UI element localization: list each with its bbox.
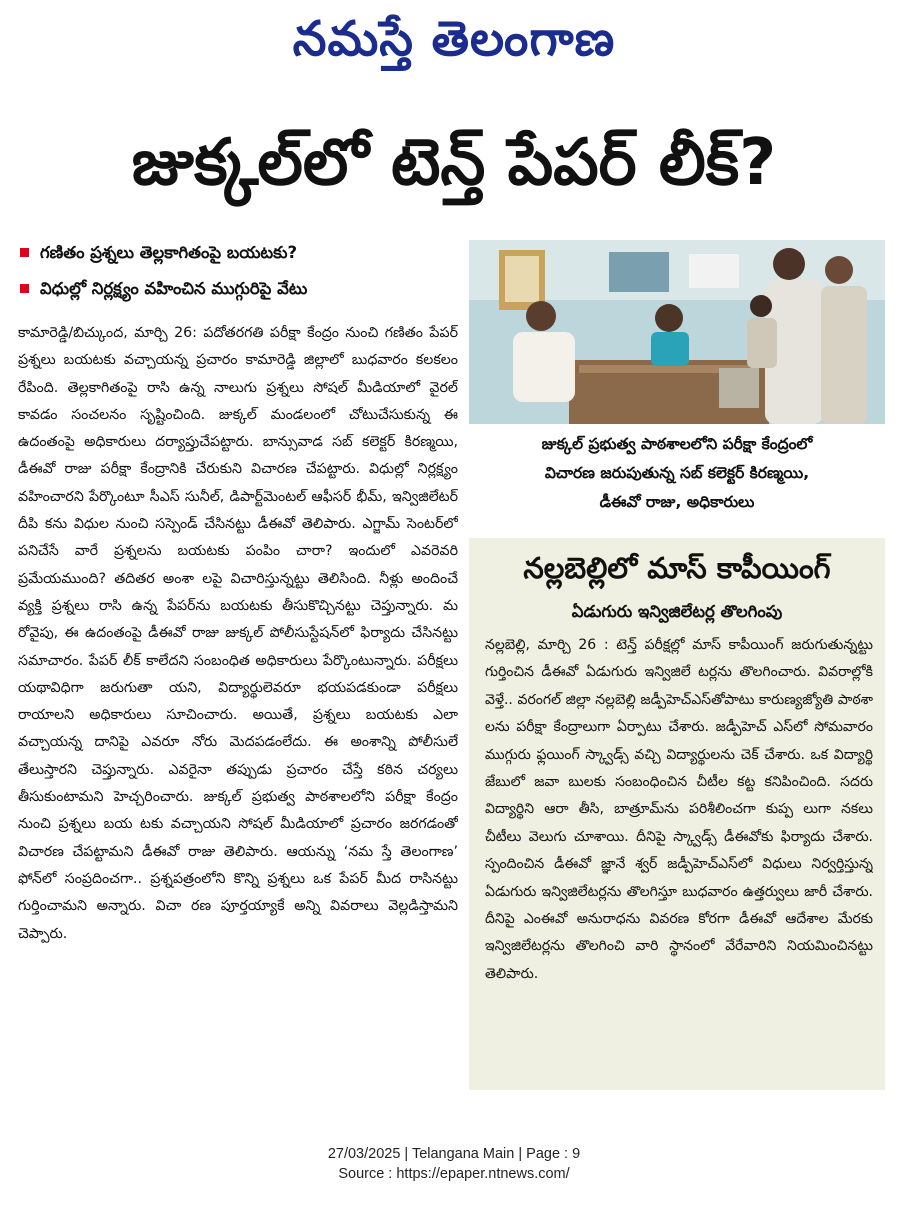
red-square-bullet-icon	[20, 248, 29, 257]
bullet-list	[18, 238, 458, 310]
caption-line: డీఈవో రాజు, అధికారులు	[599, 493, 755, 511]
article-body-text: కామారెడ్డి/బిచ్కుంద, మార్చి 26: పదోతరగతి పరీక్షా కేంద్రం నుంచి గణితం పేపర్ ప్రశ్నలు బయటకు వచ్చాయన్న ప్రచారం కామారెడ్డి జిల్లాలో బుధవారం కలకలం రేపింది. తెల్లకాగితంపై రాసి ఉన్న నాలుగు ప్రశ్నలు సోషల్ మీడియాలో వైరల్ కావడం సంచలనం సృష్టించింది. జుక్కల్ మండలంలో చోటుచేసుకున్న ఈ ఉదంతంపై అధికారులు దర్యాప్తుచేపట్టారు. బాన్సువాడ సబ్ కలెక్టర్ కిరణ్మయి, డీఈవో రాజు పరీక్షా కేంద్రానికి చేరుకుని విచారణ చేపట్టారు. విధుల్లో నిర్లక్ష్యం వహించారని పేర్కొంటూ సీఎస్ సునీల్, డిపార్ట్‌మెంటల్ ఆఫీసర్ భీమ్, ఇన్విజిలేటర్ దీపి కను విధుల నుంచి సస్పెండ్ చేసినట్టు డీఈవో తెలిపారు. ఎగ్జామ్ సెంటర్‌లో పనిచేసే వారే ప్రశ్నలను బయటకు పంపిం చారా? ఇందులో ఎవరెవరి ప్రమేయముంది? తదితర అంశా లపై విచారిస్తున్నట్టు తెలిసింది. నీళ్లు అందించే వ్యక్తి ప్రశ్నలు రాసి ఉన్న పేపర్‌ను బయటకు తీసుకొచ్చినట్టు చెప్తున్నారు. మ రోవైపు, ఈ ఉదంతంపై డీఈవో రాజు జుక్కల్ పోలీసుస్టేషన్‌లో ఫిర్యాదు చేసినట్టు సమాచారం. పేపర్ లీక్ కాలేదని సంబంధిత అధికారులు పేర్కొంటున్నారు. పరీక్షలు యథావిధిగా జరుగుతా యని, విద్యార్థులెవరూ భయపడకుండా పరీక్షలు రాయాలని అధికారులు సూచించారు. అయితే, ప్రశ్నలు బయటకు ఎలా వచ్చాయన్న దానిపై ఎవరూ నోరు మెదపడంలేదు. ఈ అంశాన్ని పోలీసులే తేలుస్తారని చెప్తున్నారు. ఎవరైనా తప్పుడు ప్రచారం చేస్తే కఠిన చర్యలు తీసుకుంటామని హెచ్చరించారు. జుక్కల్ ప్రభుత్వ పాఠశాలలోని పరీక్షా కేంద్రం నుంచి ప్రశ్నలు బయ టకు వచ్చాయని సోషల్ మీడియాలో ప్రచారం జరగడంతో విచారణ చేపట్టామని డీఈవో రాజు తెలిపారు. ఆయన్ను ‘నమ స్తే తెలంగాణ’ ఫోన్‌లో సంప్రదించగా.. ప్రశ్నపత్రంలోని కొన్ని ప్రశ్నలు ఒక పేపర్ మీద రాసినట్టు గుర్తించామని అన్నారు. విచా రణ పూర్తయ్యాకే అన్ని వివరాలు వెల్లడిస్తామని చెప్పారు.	[18, 325, 458, 942]
sidebar-subheadline: ఏడుగురు ఇన్విజిలేటర్ల తొలగింపు	[571, 602, 783, 621]
bullet-text: గణితం ప్రశ్నలు తెల్లకాగితంపై బయటకు?	[40, 243, 298, 262]
bullet-item	[18, 274, 458, 304]
sidebar-headline: నల్లబెల్లిలో మాస్ కాపీయింగ్	[523, 551, 831, 585]
sidebar-body-text: నల్లబెల్లి, మార్చి 26 : టెన్త్ పరీక్షల్లో మాస్ కాపీయింగ్ జరుగుతున్నట్టు గుర్తించిన డీఈవో ఏడుగురు ఇన్విజిలే టర్లను తొలగించారు. వివరాల్లోకి వెళ్తే.. వరంగల్ జిల్లా నల్లబెల్లి జడ్పీహెచ్‌ఎస్‌తోపాటు కారుణ్యజ్యోతి పాఠశా లను పరీక్షా కేంద్రాలుగా ఏర్పాటు చేశారు. జడ్పీహెచ్ ఎస్‌లో సోమవారం ముగ్గురు ఫ్లయింగ్ స్క్వాడ్స్ వచ్చి విద్యార్థులను చెక్ చేశారు. ఒక విద్యార్థి జేబులో జవా బులకు సంబంధించిన చీటీల కట్ట కనిపించింది. సదరు విద్యార్థిని ఆరా తీసి, బాత్రూమ్‌ను పరిశీలించగా కుప్ప లుగా నకలు చీటీలు వెలుగు చూశాయి. దీనిపై స్క్వాడ్స్ డీఈవోకు ఫిర్యాదు చేశారు. స్పందించిన డీఈవో జ్ఞానే శ్వర్ జడ్పీహెచ్‌ఎస్‌లో విధులు నిర్వర్తిస్తున్న ఏడుగురు ఇన్విజిలేటర్లను తొలగిస్తూ బుధవారం ఉత్తర్వులు జారీ చేశారు. దీనిపై ఎంఈవో అనురాధను వివరణ కోరగా డీఈవో ఆదేశాల మేరకు ఇన్విజిలేటర్లను తొలగించి వారి స్థానంలో వేరేవారిని నియమించినట్టు తెలిపారు.	[485, 637, 873, 982]
headline: జుక్కల్‌లో టెన్త్ పేపర్ లీక్?	[131, 126, 777, 200]
photo-caption	[469, 430, 885, 517]
article-body-column	[18, 320, 458, 1120]
newspaper-masthead: నమస్తే తెలంగాణ	[292, 11, 616, 67]
caption-line: విచారణ జరుపుతున్న సబ్ కలెక్టర్ కిరణ్మయి,	[544, 464, 810, 482]
footer-date-edition: 27/03/2025 | Telangana Main | Page : 9	[327, 1146, 581, 1162]
officials-inspection-photo	[469, 240, 885, 424]
sidebar-body	[485, 632, 873, 1086]
bullet-item	[18, 238, 458, 268]
news-photo	[469, 240, 885, 424]
footer-source-link[interactable]: Source : https://epaper.ntnews.com/	[338, 1166, 570, 1182]
page-footer	[0, 1144, 908, 1184]
caption-line: జుక్కల్ ప్రభుత్వ పాఠశాలలోని పరీక్షా కేంద్రంలో	[541, 435, 813, 453]
red-square-bullet-icon	[20, 284, 29, 293]
sidebar-story	[469, 538, 885, 1090]
bullet-text: విధుల్లో నిర్లక్ష్యం వహించిన ముగ్గురిపై వేటు	[40, 279, 308, 298]
